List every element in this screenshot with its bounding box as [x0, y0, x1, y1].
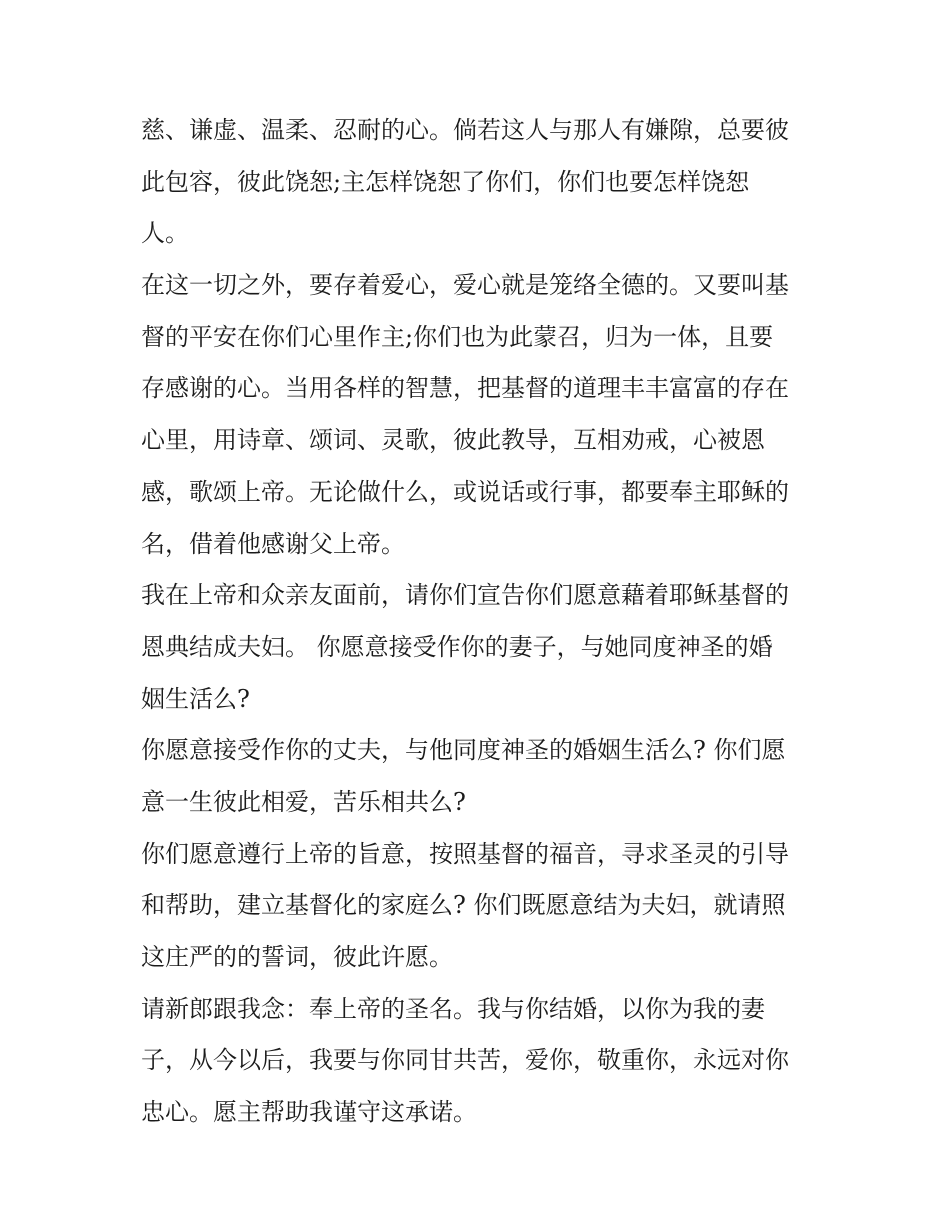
text-line: 在这一切之外，要存着爱心，爱心就是笼络全德的。又要叫基 — [141, 271, 789, 300]
text-line: 督的平安在你们心里作主;你们也为此蒙召，归为一体，且要 — [141, 322, 774, 351]
text-line: 人。 — [141, 219, 189, 248]
text-line: 我在上帝和众亲友面前，请你们宣告你们愿意藉着耶稣基督的 — [141, 581, 789, 610]
text-line: 意一生彼此相爱，苦乐相共么? — [141, 787, 466, 816]
text-line: 你们愿意遵行上帝的旨意，按照基督的福音，寻求圣灵的引导 — [141, 839, 789, 868]
text-line: 你愿意接受作你的丈夫，与他同度神圣的婚姻生活么? 你们愿 — [141, 736, 786, 765]
text-line: 存感谢的心。当用各样的智慧，把基督的道理丰丰富富的存在 — [141, 374, 789, 403]
text-line: 名，借着他感谢父上帝。 — [141, 529, 405, 558]
text-line: 和帮助，建立基督化的家庭么? 你们既愿意结为夫妇，就请照 — [141, 891, 786, 920]
text-line: 请新郎跟我念：奉上帝的圣名。我与你结婚，以你为我的妻 — [141, 994, 765, 1023]
text-line: 姻生活么? — [141, 684, 250, 713]
text-line: 这庄严的的誓词，彼此许愿。 — [141, 943, 453, 971]
text-line: 忠心。愿主帮助我谨守这承诺。 — [141, 1098, 477, 1127]
text-line: 子，从今以后，我要与你同甘共苦，爱你，敬重你，永远对你 — [141, 1046, 789, 1075]
text-line: 心里，用诗章、颂词、灵歌，彼此教导，互相劝戒，心被恩 — [141, 426, 765, 455]
text-line: 感，歌颂上帝。无论做什么，或说话或行事，都要奉主耶稣的 — [141, 477, 789, 506]
text-line: 此包容，彼此饶恕;主怎样饶恕了你们，你们也要怎样饶恕 — [141, 167, 750, 196]
text-line: 恩典结成夫妇。 你愿意接受作你的妻子，与她同度神圣的婚 — [141, 632, 773, 661]
document-body — [141, 105, 821, 1139]
text-line: 慈、谦虚、温柔、忍耐的心。倘若这人与那人有嫌隙，总要彼 — [141, 116, 789, 144]
